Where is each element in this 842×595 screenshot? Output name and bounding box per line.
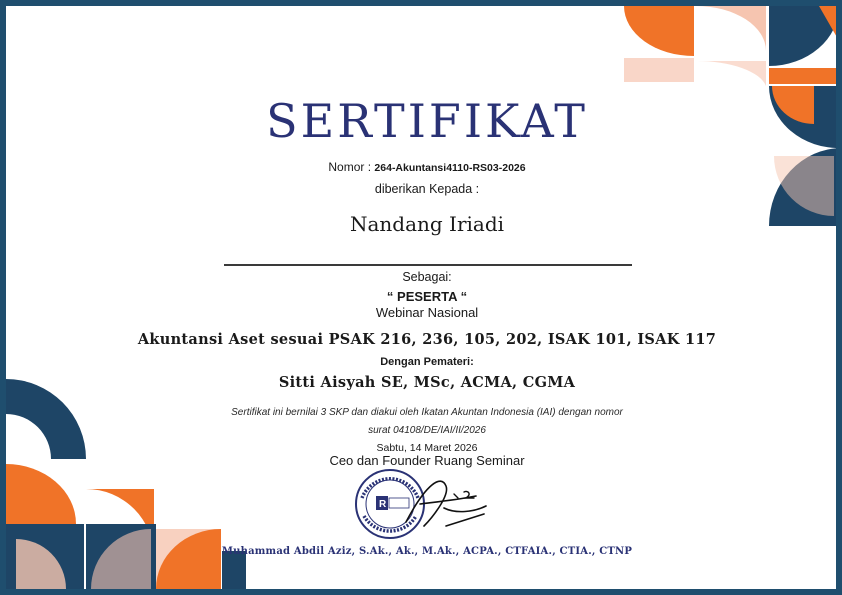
certificate-number-line <box>6 160 842 174</box>
role-value: “ PESERTA “ <box>386 289 468 304</box>
certificate-title: SERTIFIKAT <box>266 94 588 148</box>
given-to-label: diberikan Kepada : <box>374 182 480 196</box>
skp-note <box>6 404 842 440</box>
speaker-label: Dengan Pemateri: <box>380 356 474 368</box>
certificate-number-label: Nomor : <box>328 160 372 174</box>
company-stamp <box>356 470 424 538</box>
skp-note-line-1: Sertifikat ini bernilai 3 SKP dan diakui oleh Ikatan Akuntan Indonesia (IAI) dengan nomor <box>231 407 623 418</box>
handwritten-signature <box>406 481 486 526</box>
event-type: Webinar Nasional <box>375 305 479 320</box>
svg-text:R: R <box>379 499 387 510</box>
stamp-and-signature <box>346 464 496 546</box>
name-underline <box>224 264 632 266</box>
certificate-number: 264-Akuntansi4110-RS03-2026 <box>374 162 526 174</box>
signer-title: Ceo dan Founder Ruang Seminar <box>329 453 525 468</box>
certificate-date: Sabtu, 14 Maret 2026 <box>376 442 478 454</box>
signer-name: Muhammad Abdil Aziz, S.Ak., Ak., M.Ak., ACPA., CTFAIA., CTIA., CTNP <box>221 546 633 557</box>
role-label: Sebagai: <box>402 270 452 284</box>
seminar-topic: Akuntansi Aset sesuai PSAK 216, 236, 105, 202, ISAK 101, ISAK 117 <box>137 331 717 348</box>
speaker-name: Sitti Aisyah SE, MSc, ACMA, CGMA <box>278 374 576 391</box>
recipient-name: Nandang Iriadi <box>349 212 505 236</box>
skp-note-line-2: surat 04108/DE/IAI/II/2026 <box>368 425 486 436</box>
